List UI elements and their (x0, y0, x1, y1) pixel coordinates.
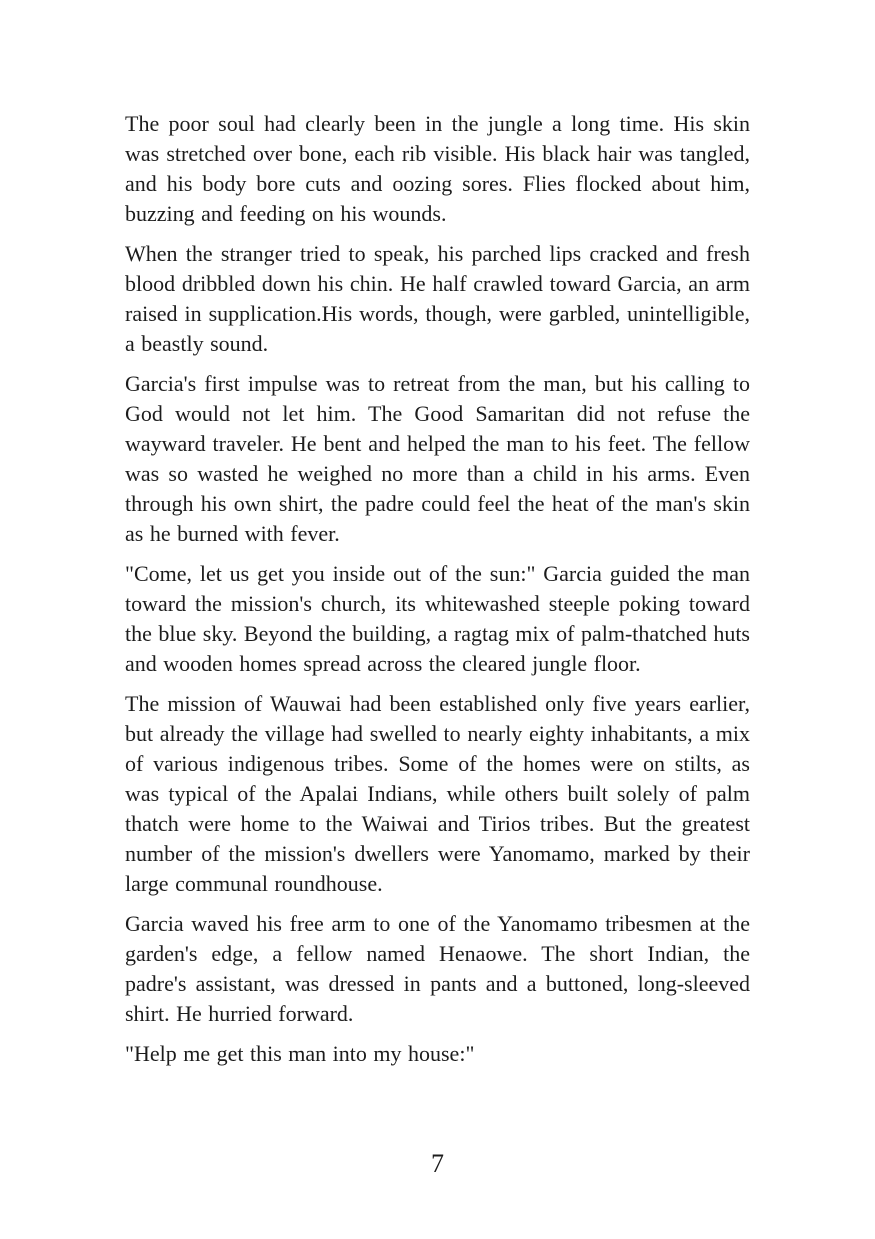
text-block (125, 109, 750, 1079)
paragraph: "Come, let us get you inside out of the sun:" Garcia guided the man toward the mission's church, its whitewashed steeple poking toward the blue sky. Beyond the building, a ragtag mix of palm-thatched huts and wooden homes spread across the cleared jungle floor. (125, 561, 750, 676)
paragraph: "Help me get this man into my house:" (125, 1041, 475, 1066)
page-number: 7 (431, 1149, 444, 1178)
paragraph: The mission of Wauwai had been established only five years earlier, but already the village had swelled to nearly eighty inhabitants, a mix of various indigenous tribes. Some of the homes were on stilts, as was typical of the Apalai Indians, while others built solely of palm thatch were home to the Waiwai and Tirios tribes. But the greatest number of the mission's dwellers were Yanomamo, marked by their large communal roundhouse. (125, 691, 750, 896)
paragraph: Garcia waved his free arm to one of the Yanomamo tribesmen at the garden's edge, a fellow named Henaowe. The short Indian, the padre's assistant, was dressed in pants and a buttoned, long-sleeved shirt. He hurried forward. (125, 911, 750, 1026)
paragraph: The poor soul had clearly been in the jungle a long time. His skin was stretched over bone, each rib visible. His black hair was tangled, and his body bore cuts and oozing sores. Flies flocked about him, buzzing and feeding on his wounds. (125, 111, 750, 226)
paragraph: Garcia's first impulse was to retreat from the man, but his calling to God would not let him. The Good Samaritan did not refuse the wayward traveler. He bent and helped the man to his feet. The fellow was so wasted he weighed no more than a child in his arms. Even through his own shirt, the padre could feel the heat of the man's skin as he burned with fever. (125, 371, 750, 546)
paragraph: When the stranger tried to speak, his parched lips cracked and fresh blood dribbled down his chin. He half crawled toward Garcia, an arm raised in supplication.His words, though, were garbled, unintelligible, a beastly sound. (125, 241, 750, 356)
